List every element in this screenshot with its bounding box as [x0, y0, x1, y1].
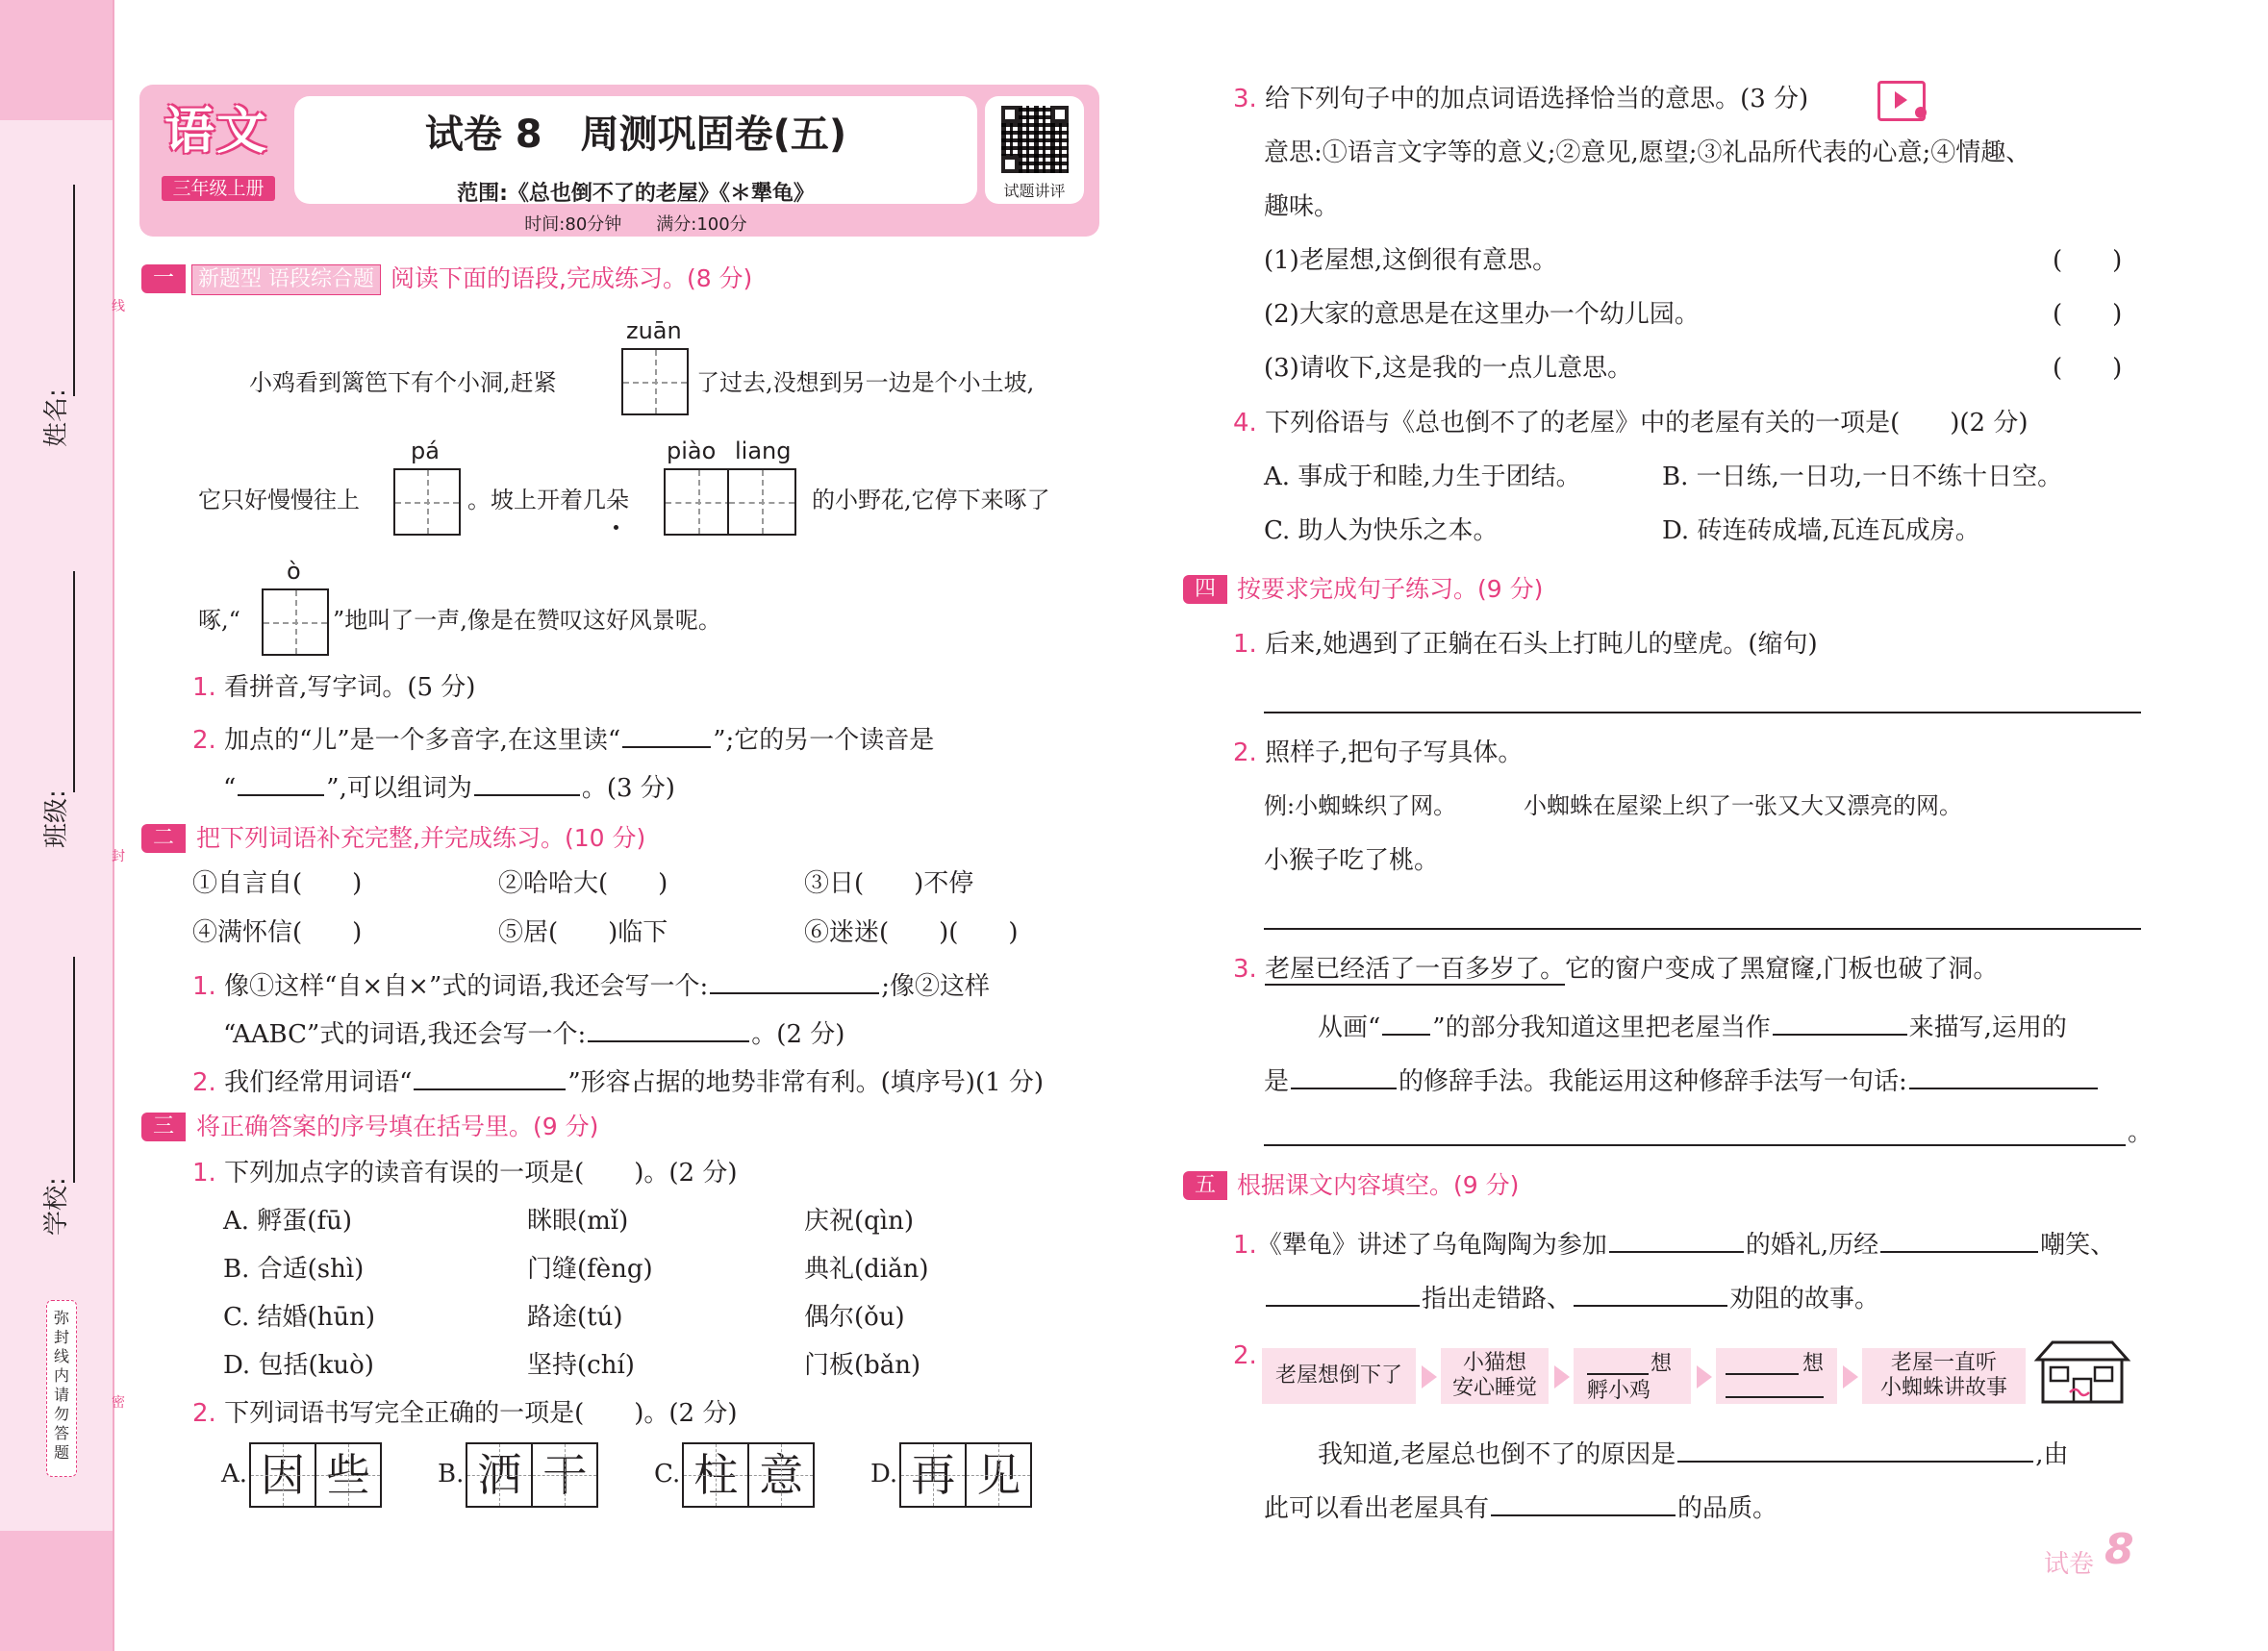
grade-badge: 三年级上册 — [162, 176, 275, 201]
seal-mark-2: 封 — [112, 849, 125, 864]
char-cell: 再 — [899, 1442, 967, 1508]
flow-step-2: 小猫想 安心睡觉 — [1441, 1348, 1549, 1404]
blank-mocked-by[interactable] — [1880, 1226, 2038, 1253]
section-4-title: 按要求完成句子练习。(9 分) — [1237, 575, 1544, 603]
blank-dissuaded-by[interactable] — [1574, 1280, 1727, 1307]
idiom-3[interactable]: ③日( )不停 — [804, 869, 974, 898]
blank-er-reading[interactable] — [622, 721, 711, 748]
subject-logo — [154, 100, 279, 163]
s2-question-1: 1. 像①这样“自×自×”式的词语,我还会写一个: ;像②这样 — [192, 967, 990, 1002]
blank-reason[interactable] — [1677, 1436, 2033, 1463]
footer-page-number: 8 — [2104, 1525, 2134, 1574]
section-4-badge: 四 — [1183, 575, 1227, 604]
blank-pointed-out-by[interactable] — [1266, 1280, 1420, 1307]
s3-q1-opt-d2: 坚持(chí) — [527, 1351, 635, 1380]
section-5-title: 根据课文内容填空。(9 分) — [1237, 1171, 1520, 1199]
section-1-title: 阅读下面的语段,完成练习。(8 分) — [391, 264, 753, 292]
flow-step-3[interactable] — [1574, 1348, 1691, 1404]
s5-question-1: 1.《犟龟》讲述了乌龟陶陶为参加 的婚礼,历经 嘲笑、 — [1233, 1226, 2115, 1261]
seal-notice-box — [46, 1300, 77, 1477]
s3-q2-option-b[interactable] — [438, 1442, 598, 1508]
school-label: 学校: — [42, 1177, 71, 1236]
seal-mark-3: 密 — [112, 1395, 125, 1411]
s3-q1-opt-b2: 门缝(fèng) — [527, 1255, 653, 1284]
para-line-2c: 的小野花,它停下来啄了 — [812, 487, 1050, 513]
blank-treated-as[interactable] — [1773, 1009, 1907, 1036]
footer-label: 试卷 — [2044, 1550, 2095, 1579]
s3-q1-opt-c1: C. 结婚(hūn) — [223, 1303, 376, 1332]
para-line-3a: 啄,“ — [198, 607, 240, 634]
qr-label: 试题讲评 — [1003, 182, 1066, 200]
blank-zixzix[interactable] — [710, 967, 879, 994]
binding-strip-bottom — [0, 1531, 113, 1651]
blank-er-word[interactable] — [474, 769, 580, 796]
flow-step-1: 老屋想倒下了 — [1262, 1348, 1416, 1404]
s5-q2-line2: 此可以看出老屋具有 的品质。 — [1264, 1489, 1777, 1524]
flow-blank[interactable] — [1587, 1373, 1649, 1375]
answer-box-liang[interactable] — [727, 468, 796, 536]
section-2-title: 把下列词语补充完整,并完成练习。(10 分) — [196, 824, 646, 852]
flow-arrow — [1422, 1365, 1437, 1388]
option-letter: B. — [438, 1460, 465, 1489]
flow-step-4[interactable] — [1716, 1348, 1837, 1404]
answer-box-zuan[interactable] — [621, 348, 689, 415]
q3-item-3: (3)请收下,这是我的一点儿意思。 — [1264, 354, 1633, 383]
flow-step-5: 老屋一直听 小蜘蛛讲故事 — [1862, 1348, 2026, 1404]
s3-q2-option-d[interactable] — [870, 1442, 1032, 1508]
binding-strip-top — [0, 0, 113, 120]
s4-q1-answer-line[interactable] — [1264, 712, 2141, 713]
s3-q2-option-c[interactable] — [654, 1442, 815, 1508]
s1-question-2-line2: “ ”,可以组词为 。(3 分) — [223, 769, 675, 804]
s4-q2-example-b: 小蜘蛛在屋梁上织了一张又大又漂亮的网。 — [1524, 792, 1962, 819]
q3-item-1-paren[interactable]: ( ) — [2053, 246, 2123, 275]
s2-question-1-line2: “AABC”式的词语,我还会写一个: 。(2 分) — [223, 1015, 844, 1050]
blank-terrain-idiom[interactable] — [414, 1063, 566, 1090]
flow-step-4-text: 想 — [1802, 1352, 1825, 1376]
school-line[interactable] — [73, 957, 75, 1183]
char-cell: 因 — [249, 1442, 316, 1508]
flow-blank[interactable] — [1726, 1396, 1824, 1398]
section-3-title: 将正确答案的序号填在括号里。(9 分) — [196, 1113, 599, 1140]
name-label: 姓名: — [42, 388, 71, 447]
char-cell: 意 — [747, 1442, 815, 1508]
para-line-3b: ”地叫了一声,像是在赞叹这好风景呢。 — [333, 607, 721, 634]
s5-q1-line2: 指出走错路、 劝阻的故事。 — [1264, 1280, 1879, 1314]
q4-option-d[interactable]: D. 砖连砖成墙,瓦连瓦成房。 — [1662, 516, 1980, 545]
section-5-badge: 五 — [1183, 1171, 1227, 1200]
new-question-type-tag: 新题型 语段综合题 — [191, 264, 381, 295]
class-label: 班级: — [42, 789, 71, 848]
s3-q1-opt-a3: 庆祝(qìn) — [804, 1207, 914, 1236]
s1-question-1: 1. 看拼音,写字词。(5 分) — [192, 673, 476, 702]
para-line-2a: 它只好慢慢往上 — [198, 487, 360, 513]
section-2-badge: 二 — [141, 824, 186, 853]
s1-question-2: 2. 加点的“儿”是一个多音字,在这里读“ ”;它的另一个读音是 — [192, 721, 934, 756]
flow-step-3-text: 想 — [1651, 1352, 1673, 1376]
s3-question-1: 1. 下列加点字的读音有误的一项是( )。(2 分) — [192, 1159, 738, 1188]
s3-q1-opt-b3: 典礼(diǎn) — [804, 1255, 929, 1284]
blank-er-other-reading[interactable] — [238, 769, 324, 796]
char-cell: 洒 — [466, 1442, 533, 1508]
s5-question-2-num: 2. — [1233, 1341, 1257, 1370]
seal-notice: 弥封线内请勿答题 — [54, 1309, 70, 1462]
char-cell: 干 — [531, 1442, 598, 1508]
para-line-1b: 了过去,没想到另一边是个小土坡, — [696, 369, 1035, 396]
scope-text: 范围:《总也倒不了的老屋》《＊犟龟》 — [457, 182, 815, 206]
s3-q1-opt-c2: 路途(tú) — [527, 1303, 623, 1332]
pinyin-zuan: zuān — [626, 317, 682, 344]
char-cell: 些 — [315, 1442, 382, 1508]
char-cell: 见 — [965, 1442, 1032, 1508]
char-cell: 柱 — [682, 1442, 749, 1508]
s4-q2-task: 小猴子吃了桃。 — [1264, 846, 1440, 875]
s4-question-3: 3. 老屋已经活了一百多岁了。它的窗户变成了黑窟窿,门板也破了洞。 — [1233, 955, 1999, 984]
s3-q1-opt-d3: 门板(bǎn) — [804, 1351, 921, 1380]
s3-q1-opt-a2: 眯眼(mǐ) — [527, 1207, 629, 1236]
s3-q2-option-a[interactable] — [221, 1442, 382, 1508]
flow-arrow — [1843, 1365, 1858, 1388]
q3-item-2-paren[interactable]: ( ) — [2053, 300, 2123, 329]
pinyin-pa: pá — [411, 438, 440, 464]
answer-box-pa[interactable] — [393, 468, 461, 536]
s4-q3-line2: 从画“ ”的部分我知道这里把老屋当作 来描写,运用的 — [1318, 1009, 2067, 1043]
s3-q1-opt-b1: B. 合适(shì) — [223, 1255, 365, 1284]
blank-rhetoric[interactable] — [1291, 1063, 1397, 1089]
section-3-badge: 三 — [141, 1113, 186, 1141]
seal-mark-1: 线 — [112, 299, 125, 314]
blank-own-sentence[interactable] — [1909, 1063, 2098, 1089]
name-line[interactable] — [73, 185, 75, 396]
q4-option-c[interactable]: C. 助人为快乐之本。 — [1264, 516, 1499, 545]
para-line-2b: 。坡上开着几朵 — [467, 487, 629, 513]
q3-item-1: (1)老屋想,这倒很有意思。 — [1264, 246, 1558, 275]
idiom-4[interactable]: ④满怀信( ) — [192, 918, 363, 947]
flow-arrow — [1697, 1365, 1712, 1388]
idiom-6[interactable]: ⑥迷迷( )( ) — [804, 918, 1019, 947]
s4-q3-answer-line[interactable] — [1264, 1144, 2126, 1146]
s4-question-2: 2. 照样子,把句子写具体。 — [1233, 738, 1524, 767]
answer-box-o[interactable] — [262, 588, 329, 656]
blank-aabc[interactable] — [588, 1015, 749, 1042]
s5-q2-line1: 我知道,老屋总也倒不了的原因是 ,由 — [1318, 1436, 2069, 1470]
time-score: 时间:80分钟 满分:100分 — [524, 214, 747, 235]
s3-q1-opt-a1: A. 孵蛋(fū) — [223, 1207, 352, 1236]
q3-item-3-paren[interactable]: ( ) — [2053, 354, 2123, 383]
s3-q1-opt-c3: 偶尔(ǒu) — [804, 1303, 905, 1332]
q3-meanings-line2: 趣味。 — [1264, 192, 1340, 221]
flow-step-3-text2: 孵小鸡 — [1587, 1379, 1651, 1403]
s4-q3-line3: 是 的修辞手法。我能运用这种修辞手法写一句话: — [1264, 1063, 2100, 1097]
subject-text: 语文 — [164, 103, 268, 161]
para-line-1a: 小鸡看到篱笆下有个小洞,赶紧 — [249, 369, 557, 396]
q4-option-b[interactable]: B. 一日练,一日功,一日不练十日空。 — [1662, 463, 2063, 491]
blank-quality[interactable] — [1491, 1489, 1676, 1516]
emphasis-dot — [614, 525, 618, 530]
section-1-badge: 一 — [141, 264, 186, 293]
s3-q1-opt-d1: D. 包括(kuò) — [223, 1351, 374, 1380]
flow-arrow — [1554, 1365, 1570, 1388]
blank-wedding[interactable] — [1609, 1226, 1744, 1253]
s2-question-2: 2. 我们经常用词语“ ”形容占据的地势非常有利。(填序号)(1 分) — [192, 1063, 1044, 1098]
video-icon[interactable] — [1877, 81, 1926, 121]
idiom-1[interactable]: ①自言自( ) — [192, 869, 363, 898]
class-line[interactable] — [73, 571, 75, 792]
q3-item-2: (2)大家的意思是在这里办一个幼儿园。 — [1264, 300, 1700, 329]
s4-question-1: 1. 后来,她遇到了正躺在石头上打盹儿的壁虎。(缩句) — [1233, 630, 1818, 659]
q3-meanings-line1: 意思:①语言文字等的意义;②意见,愿望;③礼品所代表的心意;④情趣、 — [1264, 138, 2031, 167]
option-letter: D. — [870, 1460, 898, 1489]
s4-q2-answer-line[interactable] — [1264, 928, 2141, 930]
answer-box-piao[interactable] — [664, 468, 733, 536]
s3-question-3: 3. 给下列句子中的加点词语选择恰当的意思。(3 分) — [1233, 85, 1809, 113]
blank-underlined-part[interactable] — [1382, 1009, 1430, 1036]
pinyin-liang: liang — [735, 438, 792, 464]
s3-question-2: 2. 下列词语书写完全正确的一项是( )。(2 分) — [192, 1399, 738, 1428]
pinyin-o: ò — [287, 558, 301, 585]
option-letter: A. — [221, 1460, 248, 1489]
s3-question-4: 4. 下列俗语与《总也倒不了的老屋》中的老屋有关的一项是( )(2 分) — [1233, 409, 2029, 438]
idiom-5[interactable]: ⑤居( )临下 — [498, 918, 668, 947]
s4-q3-end: 。 — [2128, 1118, 2154, 1147]
page-title: 试卷 8 周测巩固卷(五) — [424, 113, 847, 157]
option-letter: C. — [654, 1460, 681, 1489]
s4-q2-example-a: 例:小蜘蛛织了网。 — [1264, 792, 1457, 819]
q4-option-a[interactable]: A. 事成于和睦,力生于团结。 — [1264, 463, 1581, 491]
old-house-icon — [2031, 1338, 2133, 1406]
idiom-2[interactable]: ②哈哈大( ) — [498, 869, 668, 898]
flow-blank[interactable] — [1726, 1373, 1799, 1375]
pinyin-piao: piào — [667, 438, 717, 464]
qr-code-icon[interactable] — [1001, 106, 1069, 173]
